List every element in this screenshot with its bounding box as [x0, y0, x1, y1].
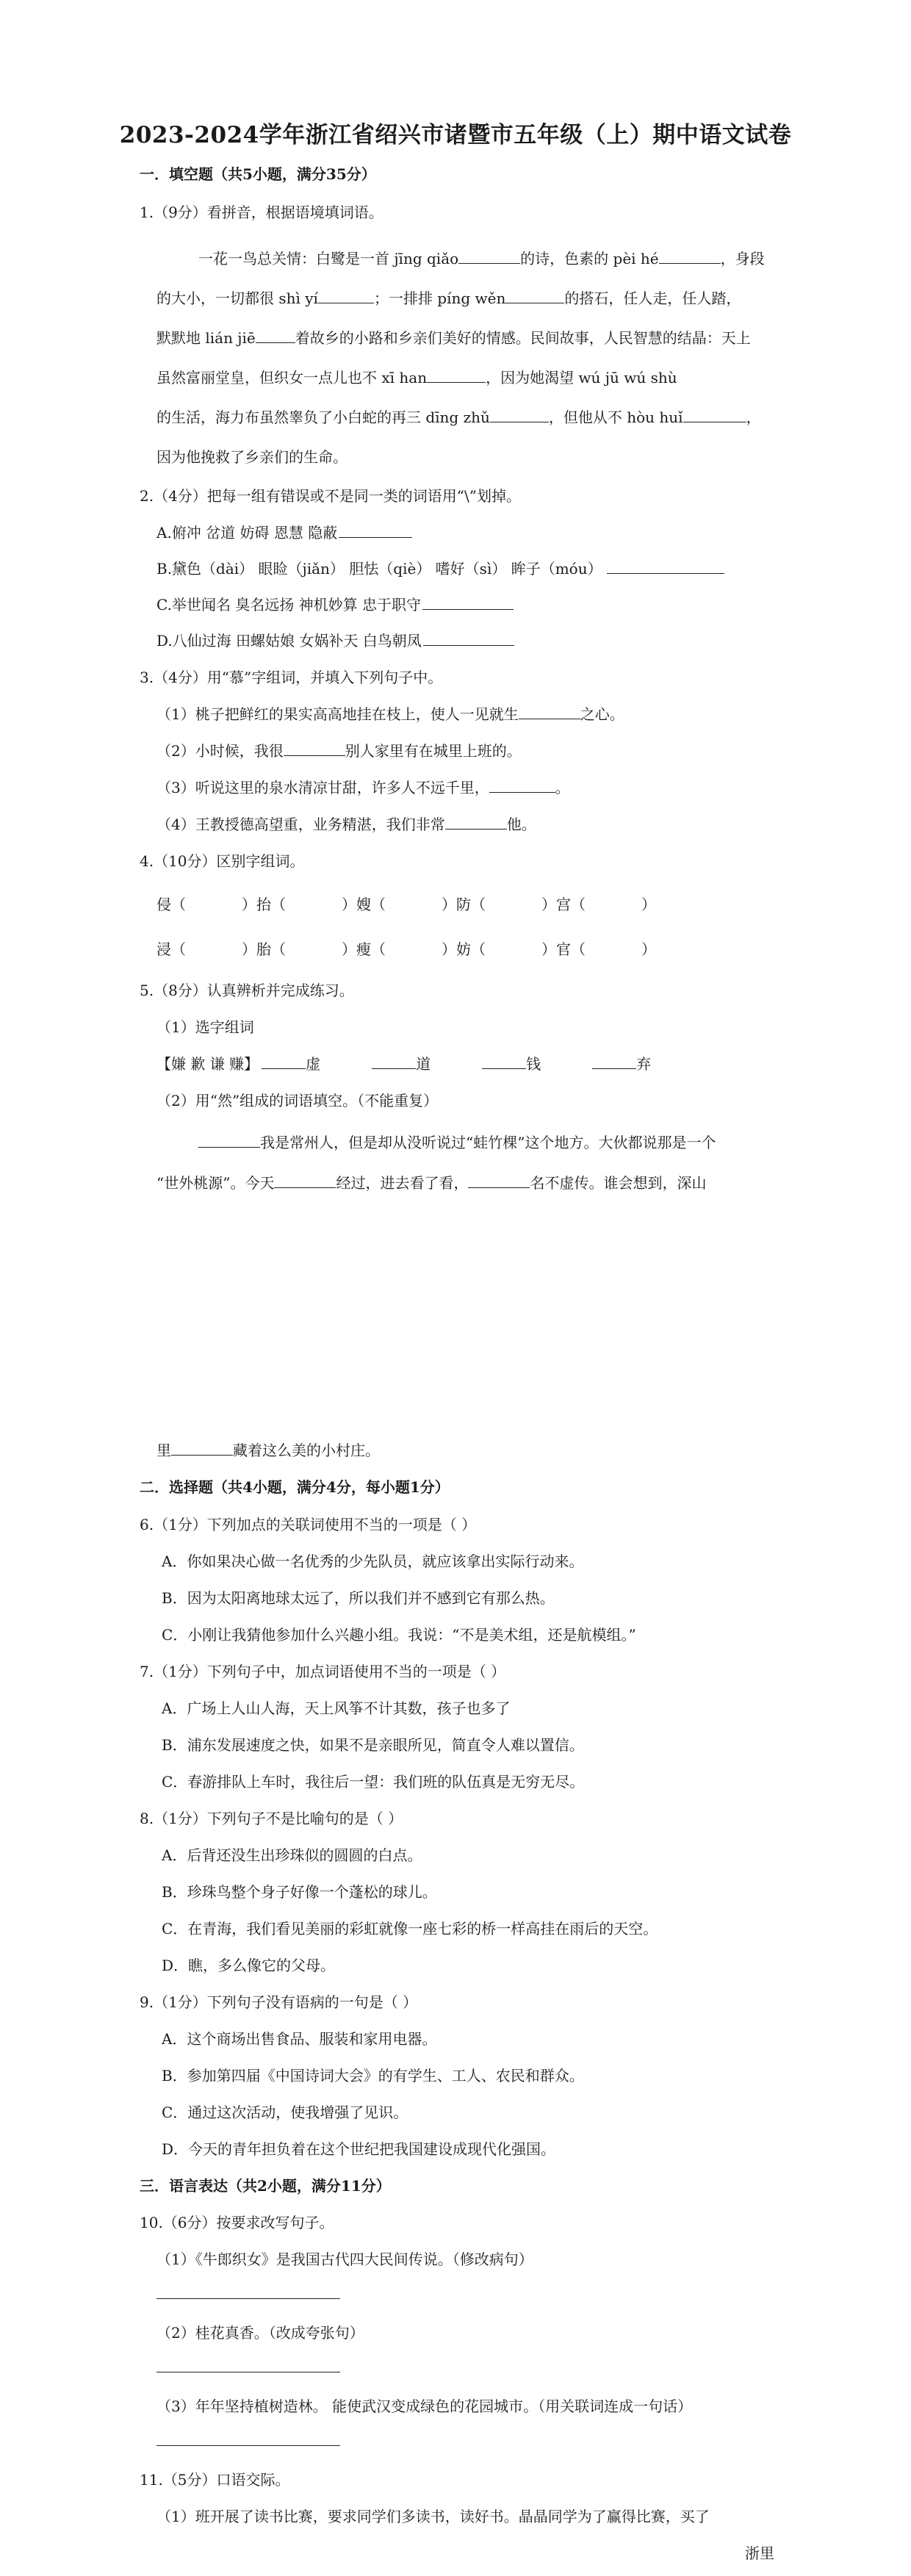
question-6-option-c[interactable]: C．小刚让我猜他参加什么兴趣小组。我说：“不是美术组，还是航模组。”: [162, 1626, 636, 1644]
question-11-stem: 11.（5分）口语交际。: [140, 2471, 290, 2489]
question-5-passage-line-2: “世外桃源”。今天 经过，进去看了看， 名不虚传。谁会想到，深山: [156, 1174, 707, 1192]
question-6-stem: 6.（1分）下列加点的关联词使用不当的一项是（ ）: [140, 1516, 477, 1533]
question-4-row-2: 浸（ ）胎（ ）瘦（ ）妨（ ）官（ ）: [156, 940, 656, 958]
question-7-option-b[interactable]: B．浦东发展速度之快，如果不是亲眼所见，简直令人难以置信。: [162, 1736, 584, 1754]
question-5-word-choices: 【嫌 歉 谦 赚】 虚 道 钱 弃: [156, 1055, 652, 1073]
question-3-sentence-4: （4）王教授德高望重，业务精湛，我们非常 他。: [156, 816, 536, 833]
question-9-option-b[interactable]: B．参加第四届《中国诗词大会》的有学生、工人、农民和群众。: [162, 2067, 584, 2084]
answer-blank[interactable]: [505, 288, 564, 303]
answer-blank[interactable]: [274, 1173, 336, 1188]
answer-blank[interactable]: [262, 1054, 306, 1069]
question-5-passage-line-1: 我是常州人，但是却从没听说过“蛙竹棵”这个地方。大伙都说那是一个: [198, 1132, 716, 1153]
answer-blank[interactable]: [683, 407, 746, 422]
question-2-option-a: A.俯冲 岔道 妨碍 恩慧 隐蔽: [156, 522, 412, 543]
question-11-line-2: 浙里: [745, 2544, 774, 2562]
question-9-option-a[interactable]: A．这个商场出售食品、服装和家用电器。: [162, 2030, 437, 2048]
question-8-stem: 8.（1分）下列句子不是比喻句的是（ ）: [140, 1810, 403, 1827]
section-heading-fill-blank: 一．填空题（共5小题，满分35分）: [140, 165, 376, 183]
answer-blank[interactable]: [422, 594, 514, 610]
question-7-stem: 7.（1分）下列句子中，加点词语使用不当的一项是（ ）: [140, 1663, 506, 1680]
answer-line[interactable]: [156, 2445, 340, 2446]
answer-line[interactable]: [156, 2298, 340, 2299]
answer-blank[interactable]: [458, 248, 520, 264]
question-6-option-a[interactable]: A．你如果决心做一名优秀的少先队员，就应该拿出实际行动来。: [162, 1553, 584, 1570]
question-11-line-1: （1）班开展了读书比赛，要求同学们多读书，读好书。晶晶同学为了赢得比赛，买了: [156, 2508, 710, 2525]
answer-blank[interactable]: [339, 522, 412, 538]
answer-blank[interactable]: [592, 1054, 636, 1069]
question-3-sentence-1: （1）桃子把鲜红的果实高高地挂在枝上，使人一见就生 之心。: [156, 705, 624, 723]
question-10-stem: 10.（6分）按要求改写句子。: [140, 2214, 334, 2231]
answer-blank[interactable]: [423, 630, 514, 646]
answer-blank[interactable]: [427, 367, 486, 383]
question-4-row-1: 侵（ ）抬（ ）嫂（ ）防（ ）宫（ ）: [156, 896, 656, 913]
question-2-option-d: D.八仙过海 田螺姑娘 女娲补天 白鸟朝凤: [156, 630, 514, 651]
question-1-line-2: 的大小，一切都很 shì yí ；一排排 píng wěn 的搭石，任人走，任人踏，: [156, 289, 741, 307]
question-1-stem: 1.（9分）看拼音，根据语境填词语。: [140, 204, 384, 221]
answer-blank[interactable]: [659, 248, 721, 264]
question-2-stem: 2.（4分）把每一组有错误或不是同一类的词语用“\”划掉。: [140, 487, 521, 505]
question-3-sentence-2: （2）小时候，我很 别人家里有在城里上班的。: [156, 742, 522, 760]
section-heading-multiple-choice: 二．选择题（共4小题，满分4分，每小题1分）: [140, 1478, 450, 1496]
question-7-option-a[interactable]: A．广场上人山人海，天上风筝不计其数，孩子也多了: [162, 1699, 511, 1717]
question-8-option-c[interactable]: C．在青海，我们看见美丽的彩虹就像一座七彩的桥一样高挂在雨后的天空。: [162, 1920, 658, 1938]
answer-blank[interactable]: [171, 1440, 233, 1456]
question-2-option-c: C.举世闻名 臭名远扬 神机妙算 忠于职守: [156, 594, 514, 615]
answer-blank[interactable]: [318, 288, 374, 303]
answer-blank[interactable]: [198, 1132, 260, 1148]
question-3-sentence-3: （3）听说这里的泉水清凉甘甜，许多人不远千里， 。: [156, 779, 570, 796]
question-1-line-4: 虽然富丽堂皇，但织女一点儿也不 xī han ，因为她渴望 wú jū wú shù: [156, 369, 677, 386]
page-title: 2023-2024学年浙江省绍兴市诸暨市五年级（上）期中语文试卷: [119, 122, 792, 148]
question-5-sub-1: （1）选字组词: [156, 1018, 254, 1036]
question-9-option-c[interactable]: C．通过这次活动，使我增强了见识。: [162, 2104, 408, 2121]
answer-blank[interactable]: [468, 1173, 530, 1188]
question-3-stem: 3.（4分）用“慕”字组词，并填入下列句子中。: [140, 669, 443, 686]
answer-blank[interactable]: [607, 558, 724, 574]
answer-blank[interactable]: [372, 1054, 416, 1069]
answer-blank[interactable]: [284, 741, 345, 756]
question-5-sub-2: （2）用“然”组成的词语填空。（不能重复）: [156, 1092, 439, 1109]
question-5-stem: 5.（8分）认真辨析并完成练习。: [140, 982, 354, 999]
question-1-line-6: 因为他挽救了乡亲们的生命。: [156, 448, 348, 466]
question-7-option-c[interactable]: C．春游排队上车时，我往后一望：我们班的队伍真是无穷无尽。: [162, 1773, 585, 1791]
question-1-line-3: 默默地 lián jiē 着故乡的小路和乡亲们美好的情感。民间故事，人民智慧的结晶：天上: [156, 329, 751, 347]
question-5-passage-line-3: 里 藏着这么美的小村庄。: [156, 1442, 380, 1459]
section-heading-language-expression: 三．语言表达（共2小题，满分11分）: [140, 2177, 391, 2195]
answer-blank[interactable]: [490, 407, 549, 422]
question-10-sentence-1: （1）《牛郎织女》是我国古代四大民间传说。（修改病句）: [156, 2251, 533, 2268]
question-1-line-5: 的生活，海力布虽然睾负了小白蛇的再三 dīng zhǔ ，但他从不 hòu huǐ ，: [156, 409, 761, 426]
question-2-option-b: B.黛色（dài） 眼睑（jiǎn） 胆怯（qiè） 嗜好（sì） 眸子（móu）: [156, 558, 724, 579]
question-8-option-d[interactable]: D．瞧，多么像它的父母。: [162, 1957, 336, 1974]
answer-blank[interactable]: [519, 704, 580, 719]
question-9-option-d[interactable]: D．今天的青年担负着在这个世纪把我国建设成现代化强国。: [162, 2140, 556, 2158]
question-8-option-a[interactable]: A．后背还没生出珍珠似的圆圆的白点。: [162, 1846, 422, 1864]
question-4-stem: 4.（10分）区别字组词。: [140, 852, 305, 870]
answer-blank[interactable]: [482, 1054, 526, 1069]
answer-blank[interactable]: [256, 328, 295, 343]
question-1-line-1: 一花一鸟总关情：白鹭是一首 jīng qiǎo 的诗，色素的 pèi hé ，身段: [198, 250, 765, 267]
question-6-option-b[interactable]: B．因为太阳离地球太远了，所以我们并不感到它有那么热。: [162, 1589, 555, 1607]
answer-blank[interactable]: [489, 777, 555, 793]
question-10-sentence-3: （3）年年坚持植树造林。 能使武汉变成绿色的花园城市。（用关联词连成一句话）: [156, 2397, 693, 2415]
question-10-sentence-2: （2）桂花真香。（改成夸张句）: [156, 2324, 364, 2342]
answer-blank[interactable]: [445, 814, 507, 830]
question-8-option-b[interactable]: B．珍珠鸟整个身子好像一个蓬松的球儿。: [162, 1883, 437, 1901]
question-9-stem: 9.（1分）下列句子没有语病的一句是（ ）: [140, 1993, 418, 2011]
